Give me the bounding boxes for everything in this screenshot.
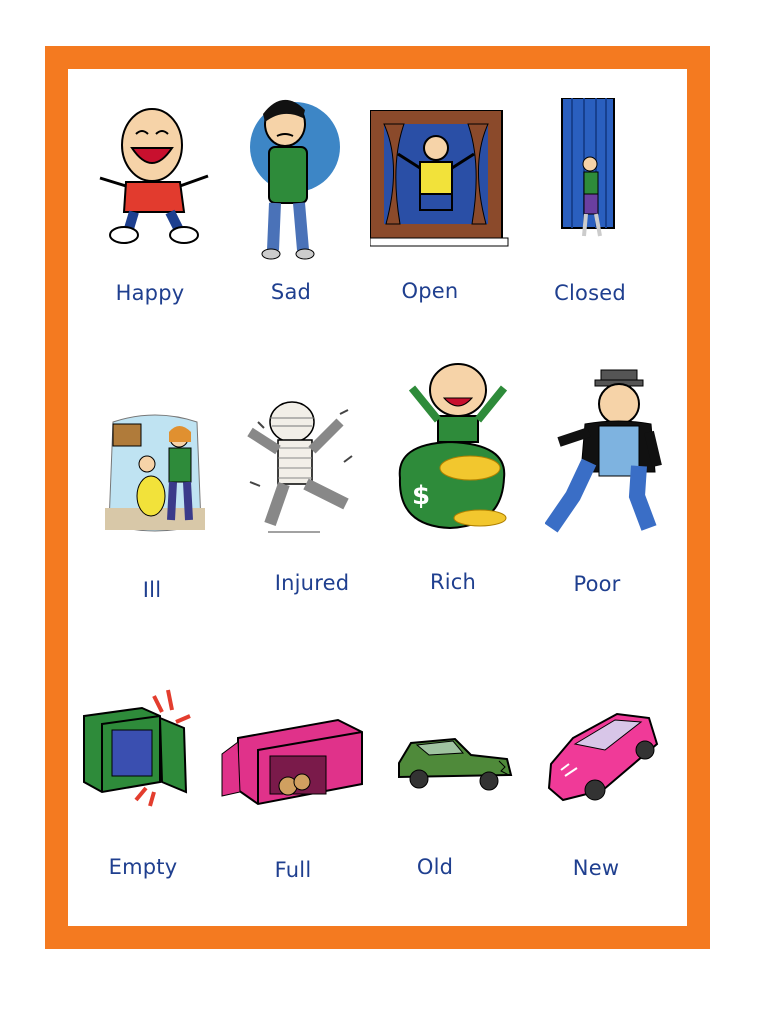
svg-text:$: $ [412,481,431,511]
label-new: New [572,856,620,880]
open-curtains-icon [370,110,510,250]
empty-pockets-man-icon [545,362,665,537]
label-rich: Rich [429,570,477,594]
sick-child-icon [105,412,205,537]
new-car-icon [545,708,660,808]
label-injured: Injured [274,571,350,595]
label-poor: Poor [573,572,621,596]
label-ill: Ill [142,578,162,602]
happy-boy-icon [90,100,220,245]
money-bag-man-icon [390,358,515,533]
sad-boy-icon [245,92,345,262]
empty-safe-icon [80,688,205,813]
closed-curtain-icon [560,98,620,243]
label-full: Full [274,858,312,882]
label-closed: Closed [554,281,626,305]
old-car-icon [395,725,515,795]
label-sad: Sad [270,280,312,304]
label-empty: Empty [108,855,178,879]
label-happy: Happy [115,281,185,305]
label-old: Old [416,855,454,879]
bandaged-man-icon [240,392,370,537]
label-open: Open [401,279,459,303]
full-safe-icon [218,716,366,811]
